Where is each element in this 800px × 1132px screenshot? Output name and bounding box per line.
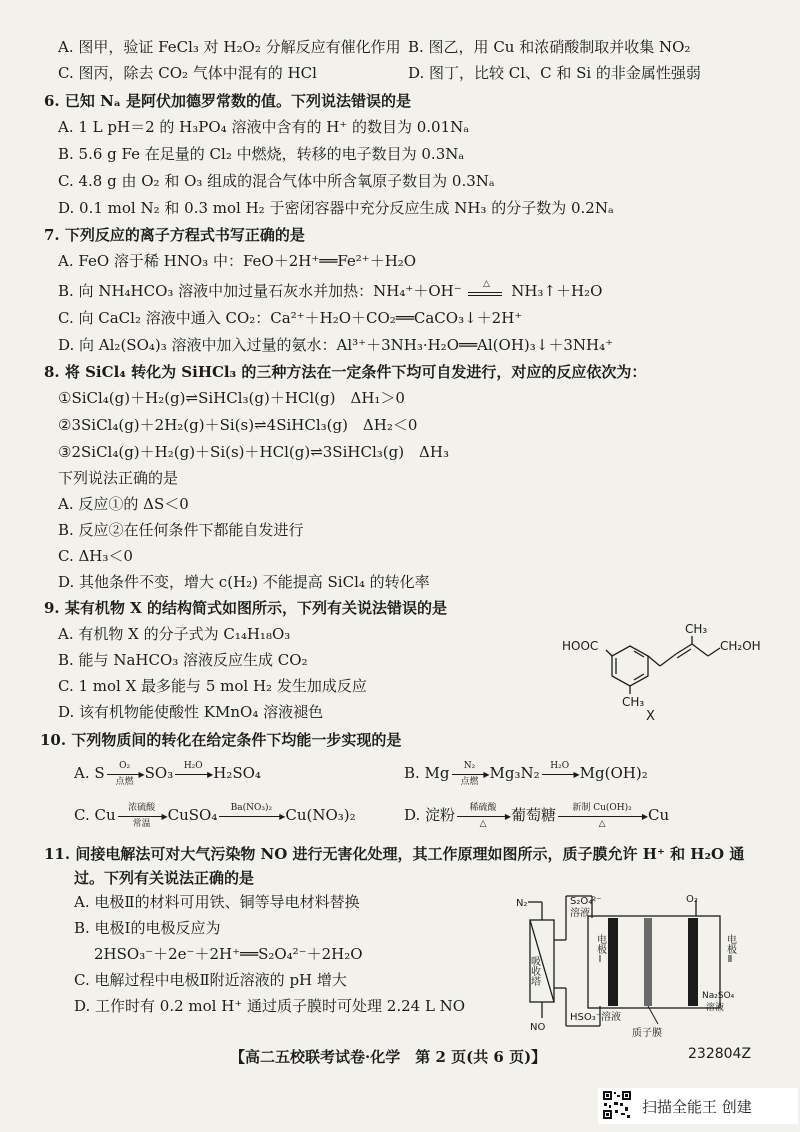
q7-option-a: A. FeO 溶于稀 HNO₃ 中：FeO＋2H⁺══Fe²⁺＋H₂O [58, 252, 417, 270]
q8-reaction-1: ①SiCl₄(g)＋H₂(g)⇌SiHCl₃(g)＋HCl(g) ΔH₁＞0 [58, 389, 405, 407]
q10-b-start: B. Mg [404, 764, 450, 782]
s2o4-solution-label: 溶液 [570, 908, 590, 919]
q8-option-b: B. 反应②在任何条件下都能自发进行 [58, 521, 304, 539]
q6-option-d: D. 0.1 mol N₂ 和 0.3 mol H₂ 于密闭容器中充分反应生成 NH₃ 的分子数为 0.2Nₐ [58, 199, 614, 217]
q11-option-b: B. 电极Ⅰ的电极反应为 [74, 919, 221, 937]
q10-b-arrow-2: H₂O ▶ [540, 763, 580, 785]
q8-prompt: 下列说法正确的是 [58, 469, 179, 487]
q10-c-arrow-1: 浓硫酸 ▶ 常温 [116, 805, 168, 827]
q7-option-c: C. 向 CaCl₂ 溶液中通入 CO₂：Ca²⁺＋H₂O＋CO₂══CaCO₃↓＋2H⁺ [58, 309, 523, 327]
electrode-1-label: 电极Ⅰ [594, 934, 606, 965]
q10-a-product-2: H₂SO₄ [213, 764, 261, 782]
q11-option-b-equation: 2HSO₃⁻＋2e⁻＋2H⁺══S₂O₄²⁻＋2H₂O [94, 945, 363, 963]
q10-b-cond-1-bottom: 点燃 [460, 777, 479, 787]
q10-option-d [404, 804, 669, 827]
q6-option-c: C. 4.8 g 由 O₂ 和 O₃ 组成的混合气体中所含氧原子数目为 0.3Nₐ [58, 172, 495, 190]
structure-label-x: X [646, 709, 655, 724]
tower-label: 吸收塔 [528, 956, 540, 986]
q9-option-a: A. 有机物 X 的分子式为 C₁₄H₁₈O₃ [58, 625, 291, 643]
page-footer: 【高二五校联考试卷·化学 第 2 页(共 6 页)】 [230, 1048, 547, 1066]
q10-d-product-1: 葡萄糖 [511, 806, 557, 824]
scanner-text: 扫描全能王 创建 [642, 1098, 752, 1116]
q6-option-b: B. 5.6 g Fe 在足量的 Cl₂ 中燃烧，转移的电子数目为 0.3Nₐ [58, 145, 465, 163]
benzene-ring [612, 646, 648, 686]
q10-d-cond-2-bottom: △ [598, 819, 606, 829]
q7-option-b-products: NH₃↑＋H₂O [511, 282, 603, 300]
q10-b-cond-1-top: N₂ [463, 761, 476, 771]
q11-stem-line-1: 11. 间接电解法可对大气污染物 NO 进行无害化处理，其工作原理如图所示，质子膜允许 H⁺ 和 H₂O 通 [44, 845, 745, 863]
q11-stem-line-2: 过。下列有关说法正确的是 [74, 869, 255, 887]
n2-label: N₂ [516, 898, 528, 909]
q10-a-arrow-2: H₂O ▶ [173, 763, 213, 785]
q10-option-a [74, 762, 261, 785]
electrode-2 [688, 918, 698, 1006]
q10-c-cond-2-top: Ba(NO₃)₂ [230, 803, 273, 813]
q6-option-a: A. 1 L pH＝2 的 H₃PO₄ 溶液中含有的 H⁺ 的数目为 0.01Nₐ [58, 118, 470, 136]
q8-option-a: A. 反应①的 ΔS＜0 [58, 495, 189, 513]
q10-d-start: D. 淀粉 [404, 806, 456, 824]
q10-stem: 10. 下列物质间的转化在给定条件下均能一步实现的是 [40, 731, 402, 749]
q10-c-cond-1-top: 浓硫酸 [128, 803, 156, 813]
q5-option-a: A. 图甲，验证 FeCl₃ 对 H₂O₂ 分解反应有催化作用 [58, 38, 401, 56]
exam-code: 232804Z [688, 1046, 752, 1062]
heat-arrow [466, 281, 506, 303]
q9-option-b: B. 能与 NaHCO₃ 溶液反应生成 CO₂ [58, 651, 308, 669]
heat-condition: △ [482, 279, 490, 289]
q10-c-start: C. Cu [74, 806, 116, 824]
q5-option-d: D. 图丁，比较 Cl、C 和 Si 的非金属性强弱 [408, 64, 701, 82]
q11-option-a: A. 电极Ⅱ的材料可用铁、铜等导电材料替换 [74, 893, 360, 911]
o2-label: O₂ [686, 894, 698, 905]
q10-d-arrow-1: 稀硫酸 ▶ △ [455, 805, 511, 827]
q6-stem: 6. 已知 Nₐ 是阿伏加德罗常数的值。下列说法错误的是 [44, 92, 412, 110]
q10-b-arrow-1: N₂ ▶ 点燃 [450, 763, 490, 785]
q9-option-d: D. 该有机物能使酸性 KMnO₄ 溶液褪色 [58, 703, 324, 721]
electrode-1 [608, 918, 618, 1006]
ch3-bottom-label: CH₃ [622, 695, 645, 709]
q10-d-cond-1-top: 稀硫酸 [469, 803, 497, 813]
q10-d-cond-2-top: 新制 Cu(OH)₂ [572, 803, 632, 813]
q10-a-cond-1-bottom: 点燃 [115, 777, 134, 787]
q10-option-c [74, 804, 356, 827]
q8-stem: 8. 将 SiCl₄ 转化为 SiHCl₃ 的三种方法在一定条件下均可自发进行，对应的反应依次为： [44, 363, 647, 381]
electrolytic-cell [588, 916, 720, 1008]
q7-option-d: D. 向 Al₂(SO₄)₃ 溶液中加入过量的氨水：Al³⁺＋3NH₃·H₂O══Al(OH)₃↓＋3NH₄⁺ [58, 336, 614, 354]
q11-option-c: C. 电解过程中电极Ⅱ附近溶液的 pH 增大 [74, 971, 347, 989]
q10-c-product-2: Cu(NO₃)₂ [285, 806, 356, 824]
q11-option-d: D. 工作时有 0.2 mol H⁺ 通过质子膜时可处理 2.24 L NO [74, 997, 466, 1015]
hso3-label: HSO₃⁻溶液 [570, 1012, 622, 1023]
electrode-2-label: 电极Ⅱ [724, 934, 736, 965]
q10-a-cond-1-top: O₂ [119, 761, 131, 771]
q10-option-b [404, 762, 648, 785]
na2so4-label: Na₂SO₄ [702, 991, 735, 1001]
q7-stem: 7. 下列反应的离子方程式书写正确的是 [44, 226, 305, 244]
q10-c-product-1: CuSO₄ [167, 806, 218, 824]
q10-d-cond-1-bottom: △ [479, 819, 487, 829]
q10-d-arrow-2: 新制 Cu(OH)₂ ▶ △ [556, 805, 648, 827]
q10-d-product-2: Cu [648, 806, 670, 824]
q8-reaction-2: ②3SiCl₄(g)＋2H₂(g)＋Si(s)⇌4SiHCl₃(g) ΔH₂＜0 [58, 416, 418, 434]
q10-a-product-1: SO₃ [144, 764, 174, 782]
q10-a-start: A. S [74, 764, 105, 782]
membrane-label: 质子膜 [632, 1028, 662, 1039]
structure-x-diagram [560, 618, 770, 728]
q10-c-cond-1-bottom: 常温 [132, 819, 151, 829]
no-label: NO [530, 1022, 546, 1033]
hooc-label: HOOC [562, 639, 599, 653]
q10-b-cond-2-top: H₂O [550, 761, 570, 771]
electrolysis-diagram [508, 890, 753, 1040]
q7-option-b-reactants: B. 向 NH₄HCO₃ 溶液中加过量石灰水并加热：NH₄⁺＋OH⁻ [58, 282, 462, 300]
q8-option-c: C. ΔH₃＜0 [58, 547, 133, 565]
proton-membrane [644, 918, 652, 1006]
s2o4-label: S₂O₄²⁻ [570, 896, 602, 907]
scanner-watermark [598, 1088, 798, 1124]
ch3-top-label: CH₃ [685, 622, 708, 636]
q10-a-arrow-1: O₂ ▶ 点燃 [105, 763, 145, 785]
q8-option-d: D. 其他条件不变，增大 c(H₂) 不能提高 SiCl₄ 的转化率 [58, 573, 430, 591]
na2so4-solution-label: 溶液 [706, 1003, 725, 1013]
q10-b-product-2: Mg(OH)₂ [579, 764, 648, 782]
q5-option-b: B. 图乙，用 Cu 和浓硝酸制取并收集 NO₂ [408, 38, 691, 56]
q7-option-b [58, 280, 602, 303]
q10-b-product-1: Mg₃N₂ [489, 764, 540, 782]
q5-option-c: C. 图丙，除去 CO₂ 气体中混有的 HCl [58, 64, 317, 82]
q9-option-c: C. 1 mol X 最多能与 5 mol H₂ 发生加成反应 [58, 677, 367, 695]
qr-code-icon [602, 1090, 632, 1120]
ch2oh-label: CH₂OH [720, 639, 761, 653]
q10-a-cond-2-top: H₂O [183, 761, 203, 771]
q9-stem: 9. 某有机物 X 的结构简式如图所示，下列有关说法错误的是 [44, 599, 447, 617]
q8-reaction-3: ③2SiCl₄(g)＋H₂(g)＋Si(s)＋HCl(g)⇌3SiHCl₃(g) ΔH₃ [58, 443, 449, 461]
q10-c-arrow-2: Ba(NO₃)₂ ▶ [217, 805, 285, 827]
